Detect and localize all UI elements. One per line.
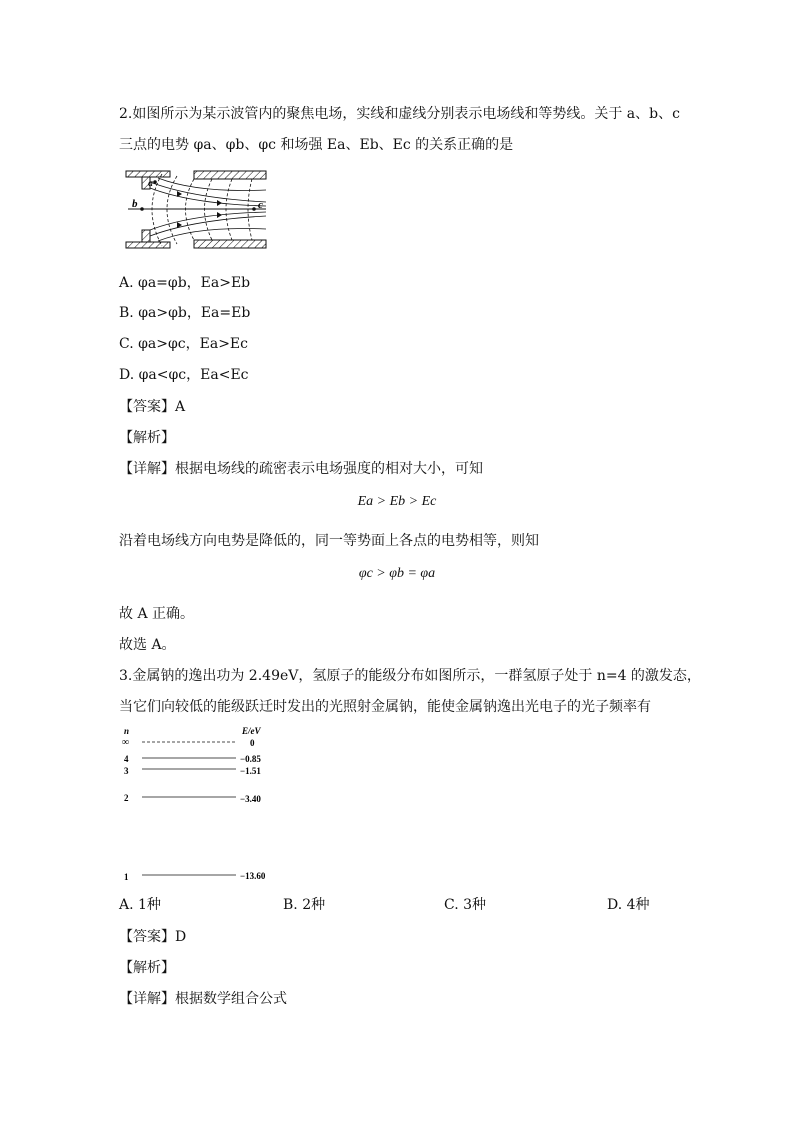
focusing-field-figure (122, 168, 272, 254)
level-n-4: 4 (124, 754, 129, 764)
q2-formula-potential: φc > φb = φa (358, 566, 436, 581)
point-a (153, 180, 157, 184)
q2-analysis-heading: 【解析】 (119, 430, 175, 446)
q3-detail: 【详解】根据数学组合公式 (119, 991, 287, 1007)
q3-stem-line2: 当它们向较低的能级跃迁时发出的光照射金属钠，能使金属钠逸出光电子的光子频率有 (119, 699, 651, 715)
point-b (140, 207, 144, 211)
q3-option-b: B. 2种 (283, 897, 326, 913)
q3-stem-line1: 3.金属钠的逸出功为 2.49eV，氢原子的能级分布如图所示，一群氢原子处于 n=4 的激发态， (119, 668, 701, 684)
q2-conclusion: 故 A 正确。 (119, 606, 195, 622)
label-b: b (132, 198, 138, 210)
q2-choice: 故选 A。 (119, 637, 176, 653)
level-n-2: 2 (124, 793, 129, 803)
q2-formula-field-strength: Ea > Eb > Ec (357, 494, 437, 509)
q3-analysis-heading: 【解析】 (119, 960, 175, 976)
q2-answer: 【答案】A (119, 399, 186, 415)
q3-option-a: A. 1种 (119, 897, 161, 913)
q3-answer: 【答案】D (119, 929, 187, 945)
label-a: a (148, 178, 153, 189)
level-e-2: −3.40 (240, 794, 261, 804)
q2-option-d: D. φa<φc，Ea<Ec (119, 367, 249, 383)
level-n-inf: ∞ (122, 737, 130, 748)
q2-stem-line1: 2.如图所示为某示波管内的聚焦电场，实线和虚线分别表示电场线和等势线。关于 a、b、c (119, 106, 680, 122)
level-n-3: 3 (124, 766, 129, 776)
energy-level-diagram (118, 724, 288, 886)
e-header: E/eV (242, 726, 261, 736)
label-c: c (258, 199, 263, 211)
n-header: n (124, 726, 130, 736)
level-e-inf: 0 (250, 738, 255, 748)
q3-option-d: D. 4种 (607, 897, 650, 913)
q2-detail: 【详解】根据电场线的疏密表示电场强度的相对大小，可知 (119, 461, 483, 477)
q2-option-a: A. φa=φb，Ea>Eb (119, 275, 251, 291)
q3-option-c: C. 3种 (444, 897, 487, 913)
level-e-1: −13.60 (240, 871, 266, 881)
point-c (252, 207, 256, 211)
q2-text-potential: 沿着电场线方向电势是降低的，同一等势面上各点的电势相等，则知 (119, 533, 539, 549)
q2-stem-line2: 三点的电势 φa、φb、φc 和场强 Ea、Eb、Ec 的关系正确的是 (119, 137, 514, 153)
level-n-1: 1 (124, 872, 129, 882)
level-e-4: −0.85 (240, 754, 261, 764)
q2-option-b: B. φa>φb，Ea=Eb (119, 305, 251, 321)
q2-option-c: C. φa>φc，Ea>Ec (119, 336, 248, 352)
level-e-3: −1.51 (240, 766, 261, 776)
